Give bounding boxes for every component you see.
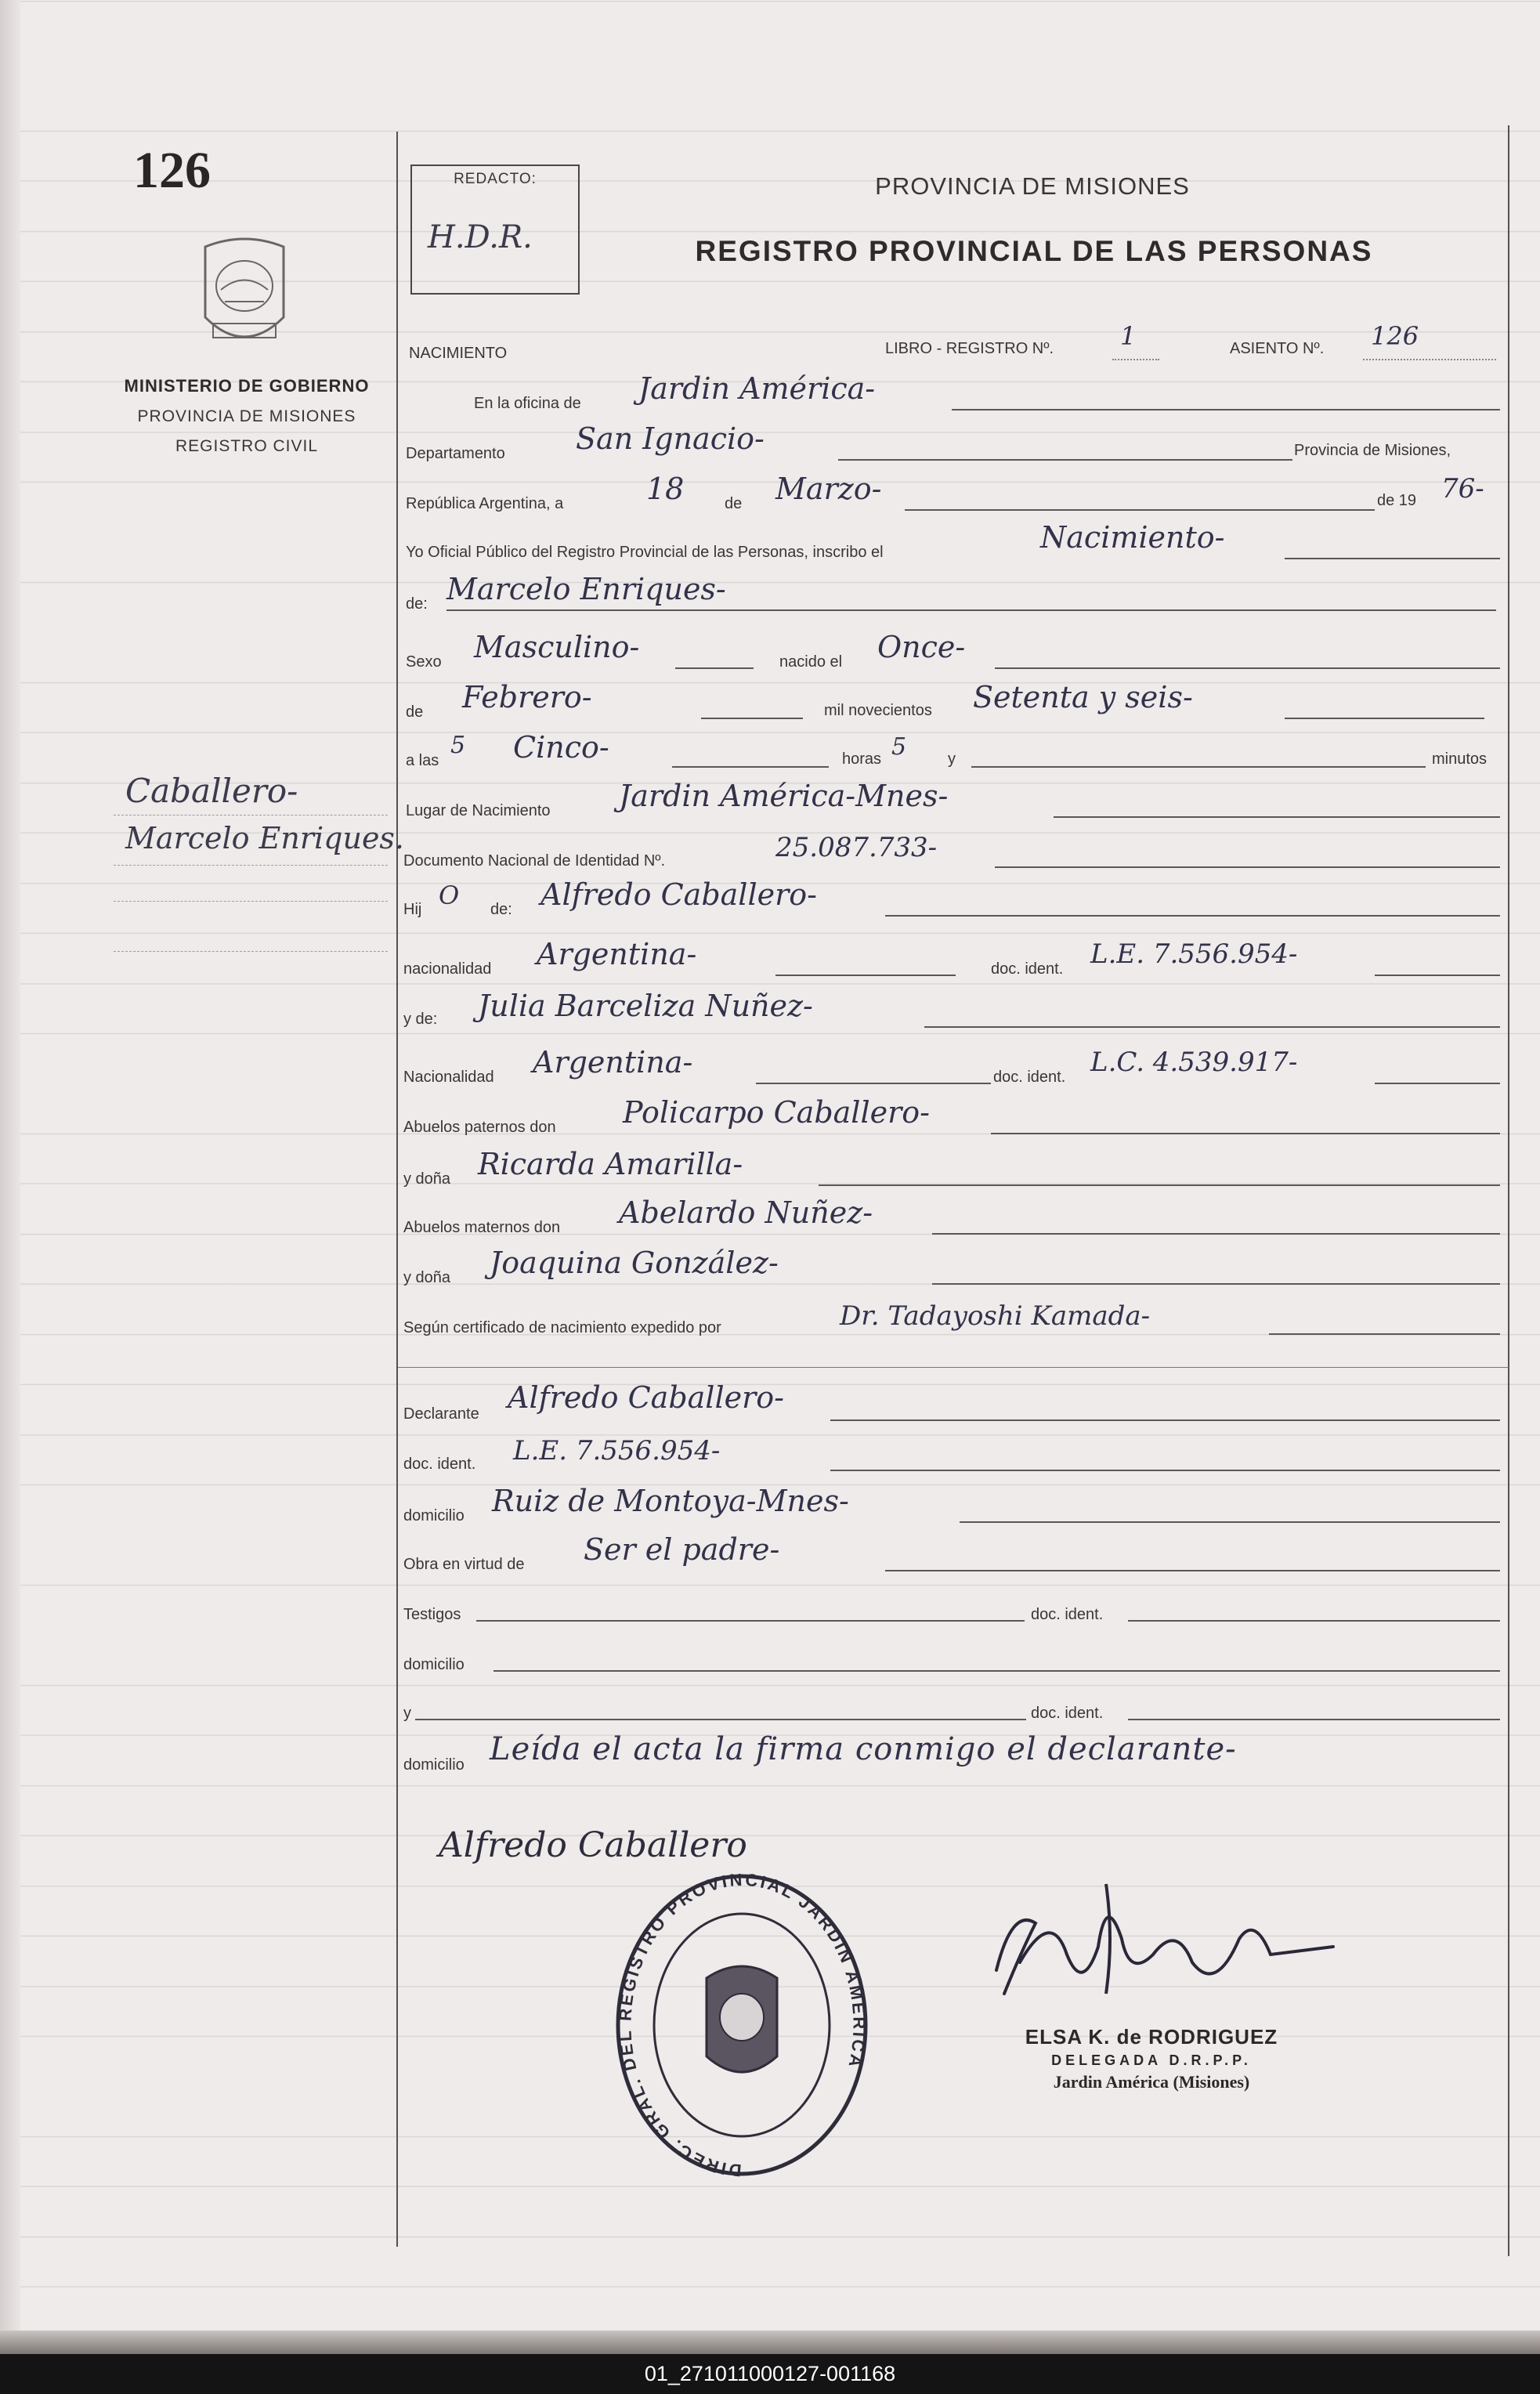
nacionalidad2-label: Nacionalidad (403, 1069, 494, 1086)
abuela-mat-line (932, 1283, 1500, 1285)
ydona1-label: y doña (403, 1170, 451, 1188)
margin-note-surname: Caballero- (125, 772, 298, 810)
padre-value: Alfredo Caballero- (540, 877, 817, 912)
provincia-label: Provincia de Misiones, (1294, 442, 1451, 459)
margin-line (114, 901, 388, 902)
yde-label: y de: (403, 1011, 438, 1028)
madre-value: Julia Barceliza Nuñez- (478, 989, 813, 1023)
abuelo-mat-line (932, 1233, 1500, 1235)
mes-value: Marzo- (775, 472, 882, 506)
yo-oficial-line (1285, 558, 1500, 559)
hora-line (672, 766, 829, 768)
horas-num-left: 5 (450, 732, 466, 759)
redacto-box (410, 165, 580, 295)
horas-num: 5 (891, 733, 907, 761)
official-place: Jardin América (Misiones) (1053, 2072, 1250, 2092)
libro-line (1112, 359, 1159, 360)
hijo-de-label: de: (490, 901, 512, 918)
nacido-line (995, 667, 1500, 669)
abuelos-mat-label: Abuelos maternos don (403, 1219, 561, 1236)
libro-value: 1 (1120, 321, 1137, 351)
margin-line (114, 865, 388, 866)
official-block (963, 2025, 1339, 2092)
nacido-value: Once- (877, 630, 966, 664)
official-signature-icon (989, 1876, 1349, 2009)
departamento-label: Departamento (406, 445, 505, 462)
coat-of-arms-icon (190, 231, 299, 356)
madre-line (924, 1026, 1500, 1028)
padre-line (885, 915, 1500, 917)
obra-value: Ser el padre- (584, 1532, 780, 1567)
anio-value: 76- (1441, 473, 1484, 504)
abuela-mat-value: Joaquina González- (490, 1246, 779, 1280)
ministry-block (117, 376, 376, 456)
mes-nac-value: Febrero- (462, 680, 592, 714)
ministry-name: MINISTERIO DE GOBIERNO (124, 376, 370, 396)
nacido-label: nacido el (779, 653, 843, 671)
nacionalidad1-label: nacionalidad (403, 960, 492, 978)
y-label: y (948, 750, 956, 768)
domicilio1-line (960, 1521, 1500, 1523)
nacionalidad2-value: Argentina- (533, 1045, 693, 1079)
hijo-suffix: O (439, 881, 460, 910)
docident5-line (1128, 1719, 1500, 1720)
nacionalidad1-line (775, 975, 956, 976)
declarante-label: Declarante (403, 1405, 479, 1423)
certificado-value: Dr. Tadayoshi Kamada- (840, 1300, 1151, 1332)
republica-line (905, 509, 1375, 511)
republica-label: República Argentina, a (406, 495, 564, 512)
redacto-label: REDACTO: (454, 171, 537, 187)
nacionalidad1-value: Argentina- (537, 937, 697, 971)
oficina-line (952, 409, 1500, 410)
certificado-label: Según certificado de nacimiento expedido por (403, 1319, 721, 1336)
docident4-line (1128, 1620, 1500, 1622)
anio-nac-value: Setenta y seis- (973, 680, 1193, 714)
abuelo-pat-line (991, 1133, 1500, 1134)
horas-label: horas (842, 750, 882, 768)
testigos-label: Testigos (403, 1606, 461, 1623)
obra-label: Obra en virtud de (403, 1556, 525, 1573)
anio-nac-line (1285, 718, 1484, 719)
declarante-value: Alfredo Caballero- (508, 1380, 784, 1415)
mil-label: mil novecientos (824, 702, 932, 719)
asiento-label: ASIENTO Nº. (1230, 340, 1325, 357)
docident4-label: doc. ident. (1031, 1606, 1104, 1623)
domicilio3-value: Leída el acta la firma conmigo el declarante- (490, 1731, 1237, 1767)
margin-note-name: Marcelo Enriques. (125, 821, 405, 855)
alas-label: a las (406, 752, 439, 769)
lugar-line (1054, 816, 1500, 818)
departamento-line (838, 459, 1292, 461)
province-name-left: PROVINCIA DE MISIONES (137, 407, 356, 425)
domicilio2-label: domicilio (403, 1656, 465, 1673)
docident2-label: doc. ident. (993, 1069, 1066, 1086)
mes-nac-line (701, 718, 803, 719)
record-type-label: NACIMIENTO (409, 345, 508, 362)
left-column-rule (396, 132, 398, 2247)
de-mes-label: de (406, 703, 424, 721)
dni-value: 25.087.733- (775, 832, 938, 863)
de-label: de (725, 495, 743, 512)
de-nombre-label: de: (406, 595, 428, 613)
right-border-rule (1508, 125, 1509, 2256)
province-title: PROVINCIA DE MISIONES (875, 172, 1190, 200)
domicilio1-value: Ruiz de Montoya-Mnes- (492, 1484, 849, 1518)
page-bottom-edge (0, 2331, 1540, 2354)
abuelos-pat-label: Abuelos paternos don (403, 1119, 556, 1136)
yo-oficial-value: Nacimiento- (1040, 520, 1225, 555)
registry-stamp-icon (613, 1868, 871, 2182)
margin-line (114, 951, 388, 952)
docident2-line (1375, 1083, 1500, 1084)
oficina-label: En la oficina de (474, 395, 581, 412)
image-code-footer: 01_271011000127-001168 (0, 2354, 1540, 2394)
nombre-value: Marcelo Enriques- (446, 572, 726, 606)
docident1-value: L.E. 7.556.954- (1090, 938, 1298, 970)
redacto-value: H.D.R. (428, 219, 533, 255)
hijo-label: Hij (403, 901, 422, 918)
official-title: DELEGADA D.R.P.P. (1051, 2052, 1252, 2068)
dni-line (995, 866, 1500, 868)
docident3-line (830, 1470, 1500, 1471)
y2-line (415, 1719, 1026, 1720)
certificado-line (1269, 1333, 1500, 1335)
dni-label: Documento Nacional de Identidad Nº. (403, 852, 666, 870)
nacionalidad2-line (756, 1083, 991, 1084)
book-spine (0, 0, 20, 2350)
docident3-label: doc. ident. (403, 1456, 476, 1473)
sexo-label: Sexo (406, 653, 442, 671)
page-number: 126 (133, 142, 211, 199)
dia-value: 18 (646, 472, 685, 506)
sexo-line (675, 667, 754, 669)
asiento-line (1363, 359, 1496, 360)
abuela-pat-line (819, 1184, 1500, 1186)
ydona2-label: y doña (403, 1269, 451, 1286)
nombre-line (446, 609, 1496, 611)
domicilio3-label: domicilio (403, 1756, 465, 1774)
abuelo-pat-value: Policarpo Caballero- (623, 1095, 930, 1130)
anio-label: de 19 (1377, 492, 1417, 509)
departamento-value: San Ignacio- (576, 421, 765, 456)
docident1-line (1375, 975, 1500, 976)
declarant-signature: Alfredo Caballero (439, 1825, 747, 1865)
yo-oficial-label: Yo Oficial Público del Registro Provincial de las Personas, inscribo el (406, 544, 884, 561)
libro-label: LIBRO - REGISTRO Nº. (885, 340, 1054, 357)
docident5-label: doc. ident. (1031, 1705, 1104, 1722)
lugar-label: Lugar de Nacimiento (406, 802, 551, 819)
declarante-line (830, 1419, 1500, 1421)
abuelo-mat-value: Abelardo Nuñez- (619, 1195, 873, 1230)
docident1-label: doc. ident. (991, 960, 1064, 978)
domicilio1-label: domicilio (403, 1507, 465, 1524)
oficina-value: Jardin América- (638, 371, 876, 406)
stamp-text: DIREC. GRAL. DEL REGISTRO PROVINCIAL JARDIN AMERICA (615, 1869, 869, 2181)
sexo-value: Masculino- (474, 630, 640, 664)
testigos-line (476, 1620, 1025, 1622)
y2-label: y (403, 1705, 411, 1722)
abuela-pat-value: Ricarda Amarilla- (478, 1147, 743, 1181)
docident3-value: L.E. 7.556.954- (513, 1435, 721, 1466)
hora-value: Cinco- (513, 730, 609, 765)
registry-civil-name: REGISTRO CIVIL (175, 437, 319, 455)
registry-title: REGISTRO PROVINCIAL DE LAS PERSONAS (695, 235, 1373, 267)
minutos-line (971, 766, 1426, 768)
domicilio2-line (493, 1670, 1500, 1672)
official-name: ELSA K. de RODRIGUEZ (1025, 2025, 1278, 2049)
docident2-value: L.C. 4.539.917- (1090, 1047, 1298, 1078)
obra-line (885, 1570, 1500, 1571)
section-separator (398, 1367, 1509, 1368)
asiento-value: 126 (1371, 321, 1419, 351)
minutos-label: minutos (1432, 750, 1488, 768)
lugar-value: Jardin América-Mnes- (619, 779, 949, 813)
